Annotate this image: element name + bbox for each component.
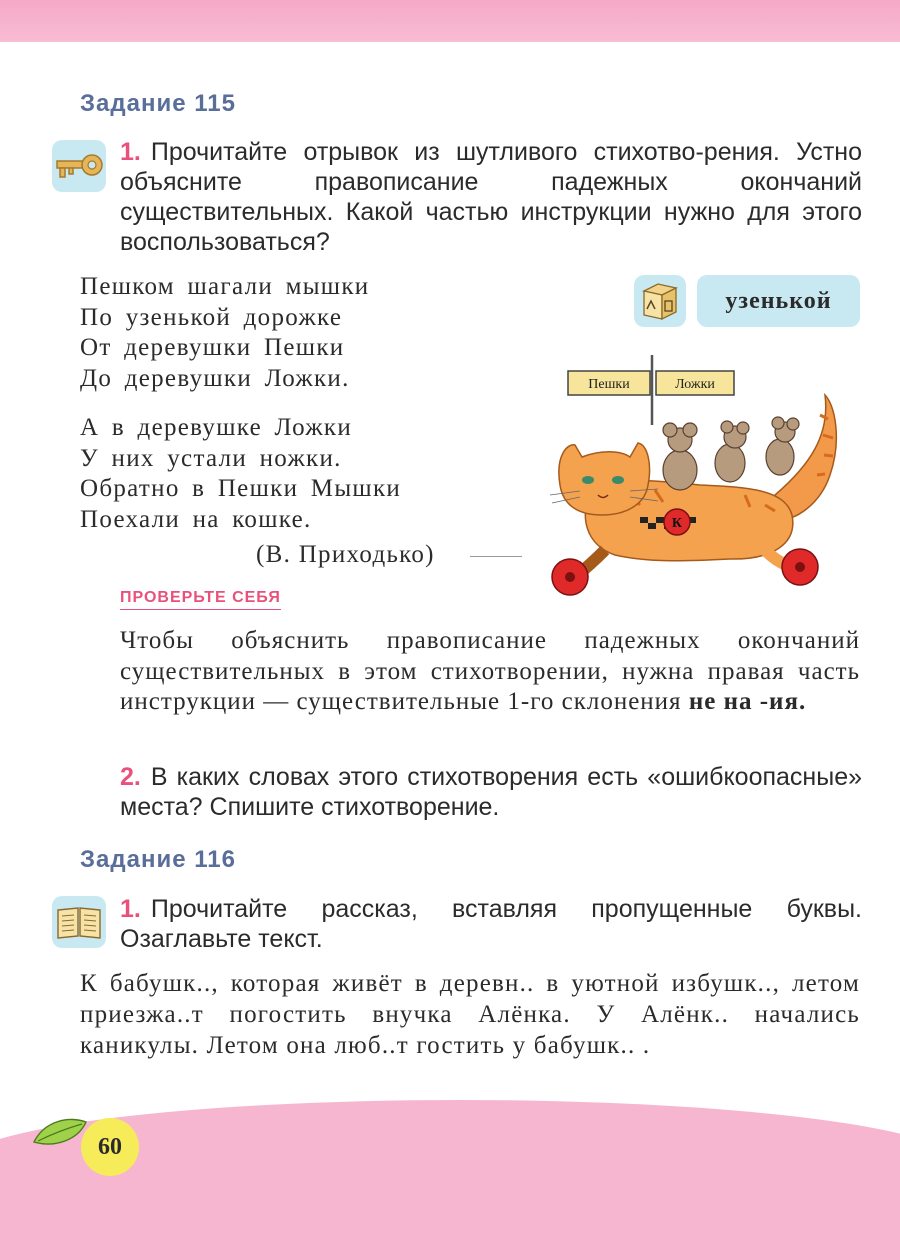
task-115-part1: [120, 137, 862, 257]
poem-line: От деревушки Пешки: [80, 334, 345, 361]
poem-line: Пешком шагали мышки: [80, 273, 370, 300]
task-115-part1-text: Прочитайте отрывок из шутливого стихотво-рения. Устно объясните правописание падежных окончаний существительных. Какой частью инструкции нужно для этого воспользоваться?: [120, 138, 862, 256]
task-116-title: Задание 116: [80, 846, 236, 873]
task-115-part2-number: 2.: [120, 763, 141, 791]
poem-line: У них устали ножки.: [80, 444, 342, 472]
example-word-chip: узенькой: [697, 275, 860, 327]
poem-line: До деревушки Ложки.: [80, 364, 350, 392]
cat-illustration: [530, 345, 850, 605]
task-115-part2-text: В каких словах этого стихотворения есть «ошибкоопасные» места? Спишите стихотворение.: [120, 763, 862, 821]
task-115-title: Задание 115: [80, 90, 236, 117]
cube-icon: [634, 275, 686, 327]
story-text: К бабушк.., которая живёт в деревн.. в уютной избушк.., летом приезжа..т погостить внучка Алёнка. У Алёнк.. начались каникулы. Летом она люб..т гостить у бабушк.. .: [80, 970, 860, 1059]
poem-author: (В. Приходько): [256, 541, 435, 568]
answer-text: Чтобы объяснить правописание падежных окончаний существительных в этом стихотворении, нужна правая часть инструкции — существительные 1-го склонения: [120, 627, 860, 715]
sign-right-label: Ложки: [675, 377, 715, 392]
poem-stanza-1: [80, 272, 370, 394]
check-yourself-label: ПРОВЕРЬТЕ СЕБЯ: [120, 589, 281, 610]
task-116-part1-number: 1.: [120, 895, 141, 923]
answer-bold: не на -ия.: [688, 688, 807, 715]
poem-line: Обратно в Пешки Мышки: [80, 475, 402, 502]
poem-line: Поехали на кошке.: [80, 505, 312, 533]
task-116-part1-text: Прочитайте рассказ, вставляя пропущенные буквы. Озаглавьте текст.: [120, 895, 862, 953]
poem-stanza-2: [80, 413, 401, 535]
poem-line: По узенькой дорожке: [80, 303, 343, 331]
divider-line: [470, 556, 522, 557]
task-115-part2: [120, 762, 862, 822]
sign-left-label: Пешки: [588, 377, 630, 392]
book-icon: [52, 896, 106, 948]
cat-badge-letter: К: [671, 516, 683, 531]
page-border-bottom: [0, 1100, 900, 1260]
poem-line: А в деревушке Ложки: [80, 414, 353, 441]
task-116-part1: [120, 894, 862, 954]
task-115-part1-number: 1.: [120, 138, 141, 166]
key-icon: [52, 140, 106, 192]
check-answer-text: [120, 626, 860, 718]
page-number: 60: [81, 1118, 139, 1176]
